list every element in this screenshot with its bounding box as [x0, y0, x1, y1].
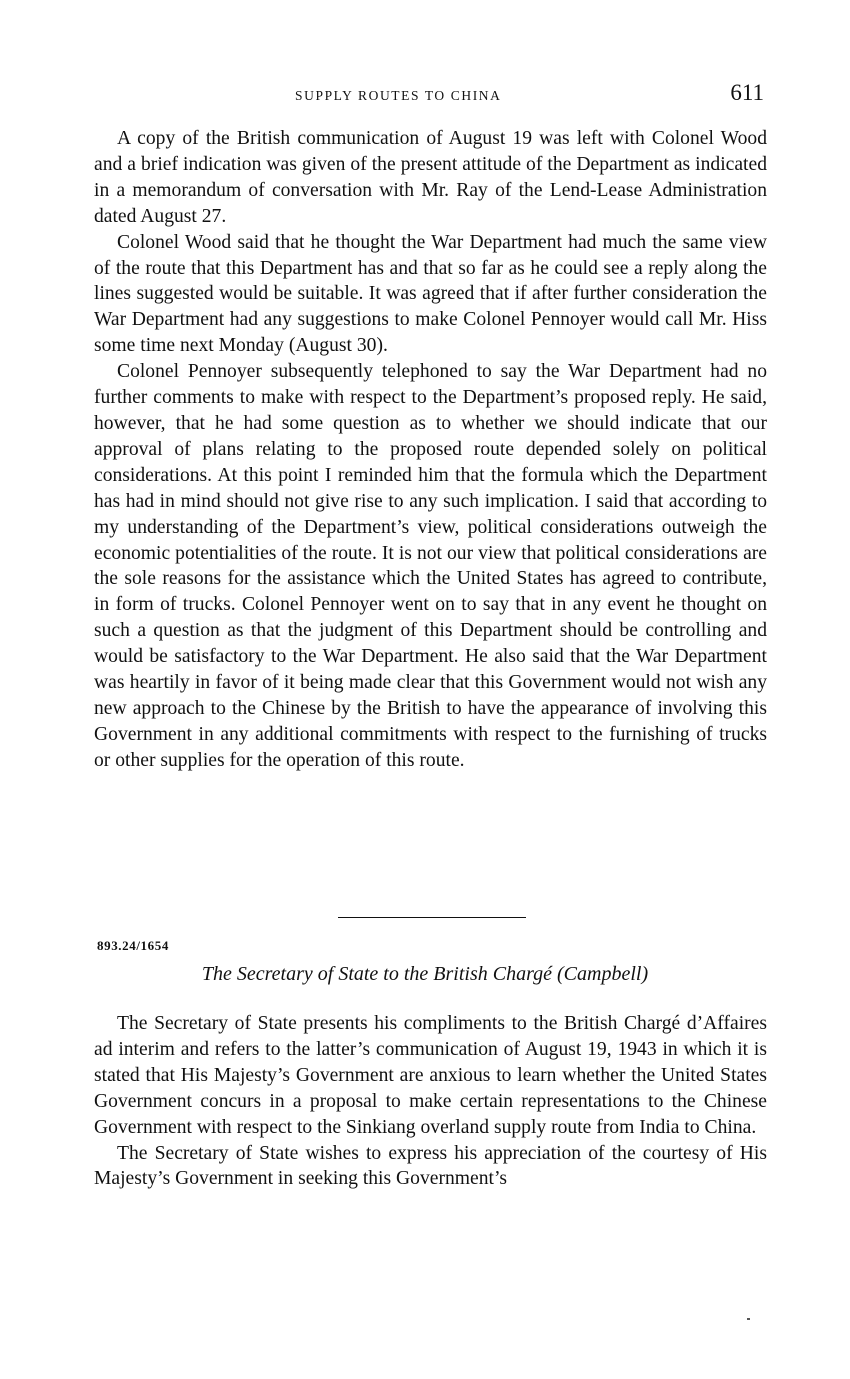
page-number: 611	[730, 80, 764, 105]
running-head: SUPPLY ROUTES TO CHINA	[295, 88, 502, 103]
paragraph: The Secretary of State wishes to express his appreciation of the courtesy of His Majesty’s Government in seeking this Government’s	[94, 1142, 767, 1190]
scan-speck	[747, 1318, 750, 1320]
paragraph: A copy of the British communication of August 19 was left with Colonel Wood and a brief indication was given of the present attitude of the Department as indicated in a memorandum of conversation with Mr. Ray of the Lend-Lease Administration dated August 27.	[94, 128, 767, 227]
document-title: The Secretary of State to the British Chargé (Campbell)	[201, 963, 649, 985]
paragraph: The Secretary of State presents his compliments to the British Chargé d’Affaires ad interim and refers to the latter’s communication of August 19, 1943 in which it is stated that His Majesty’s Government are anxious to learn whether the United States Government concurs in a proposal to make certain representations to the Chinese Government with respect to the Sinkiang overland supply route from India to China.	[94, 1013, 767, 1138]
document-body	[94, 1011, 767, 1192]
memorandum-body	[94, 126, 767, 774]
paragraph: Colonel Wood said that he thought the War Department had much the same view of the route that this Department has and that so far as he could see a reply along the lines suggested would be suitable. It was agreed that if after further consideration the War Department had any suggestions to make Colonel Pennoyer would call Mr. Hiss some time next Monday (August 30).	[94, 231, 767, 357]
section-divider	[338, 917, 526, 918]
file-number: 893.24/1654	[97, 938, 169, 953]
paragraph: Colonel Pennoyer subsequently telephoned to say the War Department had no further comments to make with respect to the Department’s proposed reply. He said, however, that he had some question as to whether we should indicate that our approval of plans relating to the proposed route depended solely on political considerations. At this point I reminded him that the formula which the Department has had in mind should not give rise to any such implication. I said that according to my understanding of the Department’s view, political considerations outweigh the economic potentialities of the route. It is not our view that political considerations are the sole reasons for the assistance which the United States has agreed to contribute, in form of trucks. Colonel Pennoyer went on to say that in any event he thought on such a question as that the judgment of this Department should be controlling and would be satisfactory to the War Department. He also said that the War Department was heartily in favor of it being made clear that this Government would not wish any new approach to the Chinese by the British to have the appearance of involving this Government in any additional commitments with respect to the furnishing of trucks or other supplies for the operation of this route.	[94, 361, 767, 771]
